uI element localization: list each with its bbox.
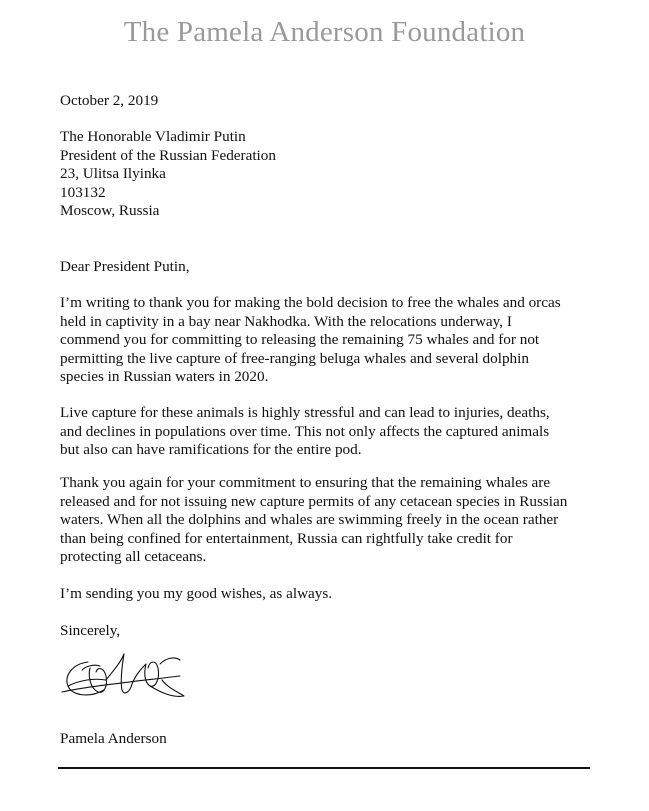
- paragraph-3: [60, 474, 620, 567]
- paragraph-4: [60, 585, 620, 604]
- paragraph-line: I’m sending you my good wishes, as always.: [60, 585, 333, 602]
- letterhead-title: The Pamela Anderson Foundation: [123, 16, 526, 48]
- paragraph-line: held in captivity in a bay near Nakhodka. With the relocations underway, I: [60, 312, 512, 330]
- paragraph-line: commend you for committing to releasing the remaining 75 whales and for not: [60, 331, 540, 349]
- recipient-title: President of the Russian Federation: [60, 146, 276, 164]
- paragraph-line: Thank you again for your commitment to ensuring that the remaining whales are: [60, 474, 551, 491]
- paragraph-line: than being confined for entertainment, Russia can rightfully take credit for: [60, 529, 513, 547]
- footer-divider: [58, 767, 590, 769]
- paragraph-line: waters. When all the dolphins and whales are swimming freely in the ocean rather: [60, 511, 559, 529]
- letter-date: October 2, 2019: [60, 92, 159, 109]
- paragraph-line: species in Russian waters in 2020.: [60, 368, 269, 386]
- recipient-address-block: [60, 128, 620, 221]
- paragraph-line: released and for not issuing new capture permits of any cetacean species in Russian: [60, 492, 568, 510]
- paragraph-line: and declines in populations over time. This not only affects the captured animals: [60, 422, 550, 440]
- recipient-name: The Honorable Vladimir Putin: [60, 128, 246, 145]
- paragraph-line: but also can have ramifications for the entire pod.: [60, 441, 362, 459]
- recipient-street: 23, Ulitsa Ilyinka: [60, 165, 166, 183]
- paragraph-1: [60, 294, 620, 387]
- closing: Sincerely,: [60, 622, 121, 639]
- paragraph-line: I’m writing to thank you for making the bold decision to free the whales and orcas: [60, 294, 561, 311]
- paragraph-line: Live capture for these animals is highly stressful and can lead to injuries, deaths,: [60, 404, 550, 421]
- recipient-city: Moscow, Russia: [60, 202, 160, 220]
- signer-name: Pamela Anderson: [60, 730, 167, 747]
- handwritten-signature: [60, 646, 190, 706]
- paragraph-line: permitting the live capture of free-ranging beluga whales and several dolphin: [60, 349, 529, 367]
- recipient-postal-code: 103132: [60, 183, 106, 201]
- salutation: Dear President Putin,: [60, 258, 190, 275]
- paragraph-2: [60, 404, 620, 460]
- paragraph-line: protecting all cetaceans.: [60, 548, 207, 566]
